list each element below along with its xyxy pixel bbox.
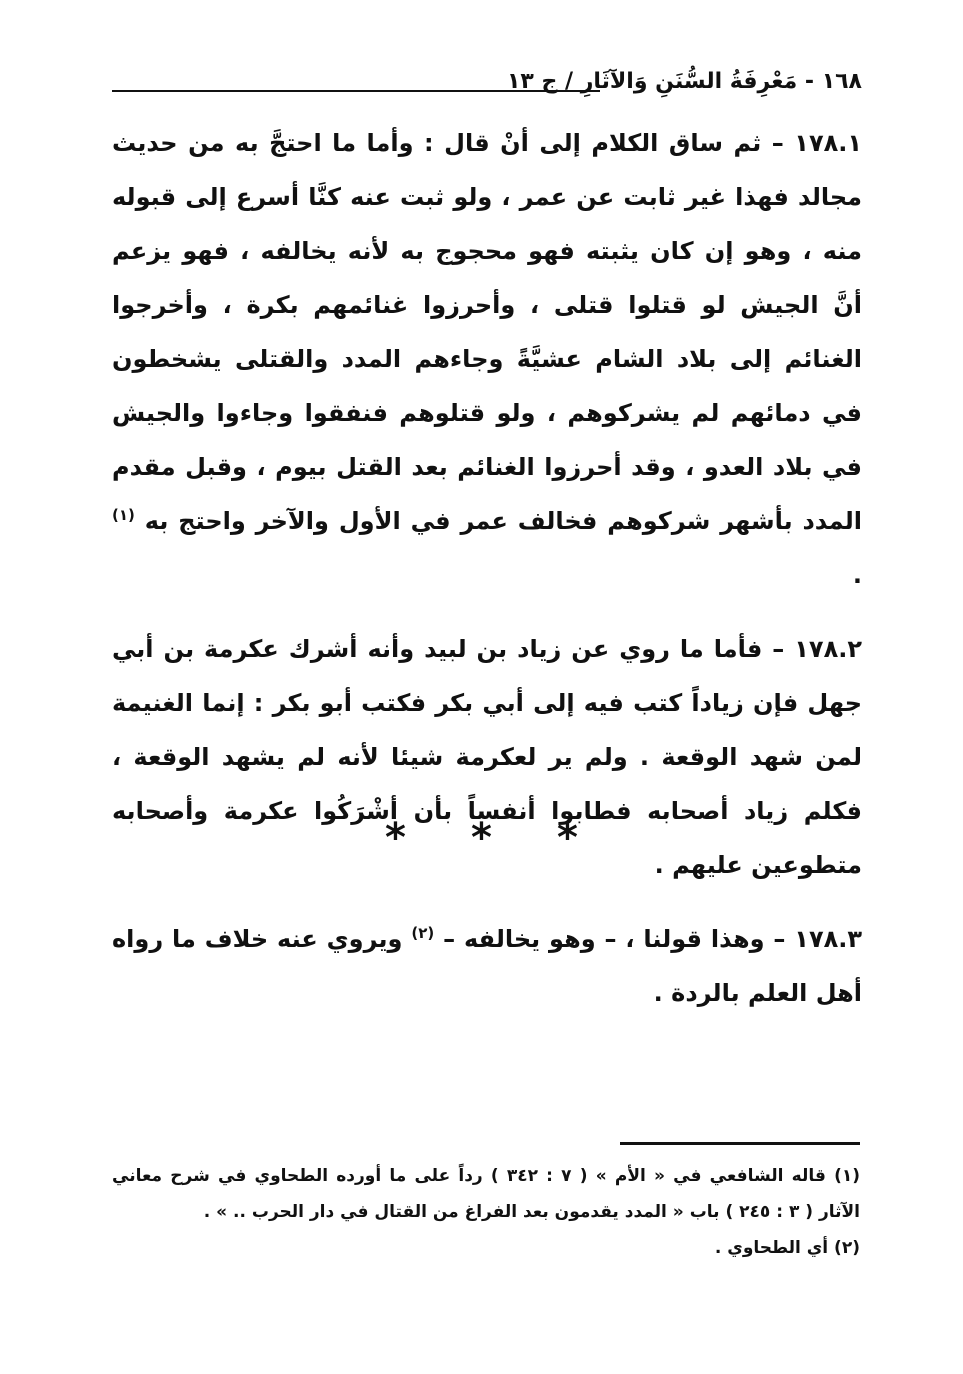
- footnote-reference: (٢): [411, 924, 435, 942]
- paragraph-text-end: .: [852, 561, 862, 589]
- paragraph-text: – وهذا قولنا ، – وهو يخالفه –: [443, 925, 786, 953]
- footnotes: [112, 1158, 860, 1266]
- separator-star: *: [471, 815, 492, 861]
- footnote-text: أي الطحاوي .: [714, 1238, 829, 1258]
- paragraph-number: ١٧٨.٢: [794, 635, 862, 663]
- footnote-reference: (١): [112, 506, 135, 524]
- running-head: ١٦٨ - مَعْرِفَةُ السُّنَنِ وَالآثَارِ / ج ١٣: [506, 69, 862, 94]
- footnote-1: [112, 1158, 860, 1230]
- header-rule: [112, 90, 600, 92]
- separator-star: *: [385, 815, 406, 861]
- page-header: [112, 62, 862, 102]
- paragraph-text: – فأما ما روي عن زياد بن لبيد وأنه أشرك عكرمة بن أبي جهل فإن زياداً كتب فيه إلى أبي بكر فكتب أبو بكر : إنما الغنيمة لمن شهد الوقعة . ولم ير لعكرمة شيئا لأنه لم يشهد الوقعة ، فكلم زياد أصحابه فطابوا أنفساً بأن أشْرَكُوا عكرمة وأصحابه متطوعين عليهم .: [112, 635, 862, 879]
- footnote-2: [112, 1230, 860, 1266]
- footnote-number: (١): [834, 1166, 861, 1186]
- paragraph-number: ١٧٨.١: [794, 129, 863, 157]
- footnote-number: (٢): [834, 1238, 860, 1258]
- paragraph-number: ١٧٨.٣: [794, 925, 863, 953]
- section-separator: [0, 815, 963, 861]
- footnote-text: قاله الشافعي في « الأم » ( ٧ : ٣٤٢ ) رداً على ما أورده الطحاوي في شرح معاني الآثار ( ٣ : ٢٤٥ ) باب « المدد يقدمون بعد الفراغ من القتال في دار الحرب .. » .: [112, 1166, 860, 1222]
- main-text: [112, 116, 862, 1040]
- footnote-rule: [620, 1142, 860, 1145]
- separator-star: *: [557, 815, 578, 861]
- paragraph-178-3: [112, 912, 862, 1020]
- paragraph-text-end: ويروي عنه خلاف ما رواه أهل العلم بالردة .: [112, 925, 862, 1007]
- paragraph-178-1: [112, 116, 862, 602]
- paragraph-text: – ثم ساق الكلام إلى أنْ قال : وأما ما احتجَّ به من حديث مجالد فهذا غير ثابت عن عمر ، ولو ثبت عنه كنَّا أسرع إلى قبوله منه ، وهو إن كان يثبته فهو محجوج به لأنه يخالفه ، فهو يزعم أنَّ الجيش لو قتلوا قتلى ، وأحرزوا غنائمهم بكرة ، وأخرجوا الغنائم إلى بلاد الشام عشيَّةً وجاءهم المدد والقتلى يشخطون في دمائهم لم يشركوهم ، ولو قتلوهم فنفقوا وجاءوا والجيش في بلاد العدو ، وقد أحرزوا الغنائم بعد القتل بيوم ، وقبل مقدم المدد بأشهر شركوهم فخالف عمر في الأول والآخر واحتج به: [112, 129, 863, 535]
